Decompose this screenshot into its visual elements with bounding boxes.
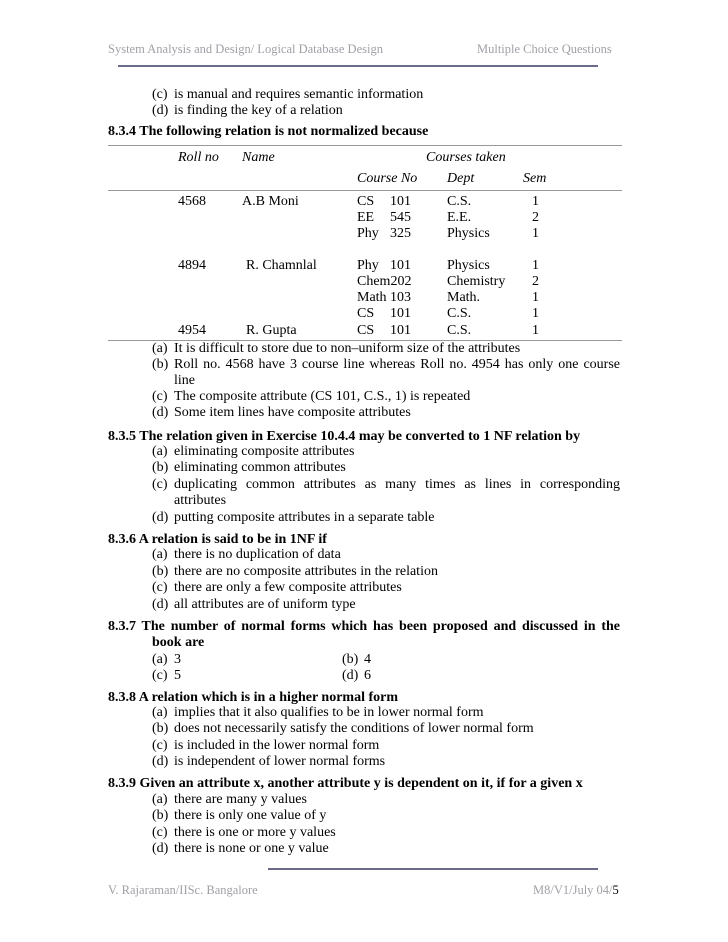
- cell-course: Chem202: [357, 274, 412, 289]
- q836-title: 8.3.6 A relation is said to be in 1NF if: [108, 532, 327, 547]
- q836-label-c: (c): [152, 580, 168, 595]
- q837-label-b: (b): [342, 652, 359, 667]
- footer-version: M8/V1/July 04/: [533, 883, 613, 897]
- cell-sem: 2: [532, 210, 539, 225]
- q836-option-c: there are only a few composite attributes: [174, 580, 402, 595]
- cell-roll: 4954: [178, 323, 206, 338]
- q835-option-c-cont: attributes: [174, 493, 227, 508]
- cell-roll: 4894: [178, 258, 206, 273]
- th-dept: Dept: [447, 171, 475, 186]
- cell-sem: 1: [532, 194, 539, 209]
- q836-label-b: (b): [152, 564, 169, 579]
- cell-dept: Physics: [447, 258, 490, 273]
- q839-option-d: there is none or one y value: [174, 841, 329, 856]
- cell-sem: 1: [532, 306, 539, 321]
- header-left: System Analysis and Design/ Logical Database Design: [108, 42, 383, 56]
- cell-dept: E.E.: [447, 210, 472, 225]
- q838-option-c: is included in the lower normal form: [174, 738, 380, 753]
- q834-option-a: It is difficult to store due to non–uniform size of the attributes: [174, 341, 521, 356]
- table-top-rule: [108, 145, 622, 146]
- q838-label-c: (c): [152, 738, 168, 753]
- prev-text-d: is finding the key of a relation: [174, 103, 343, 118]
- q839-option-a: there are many y values: [174, 792, 307, 807]
- q834-label-c: (c): [152, 389, 168, 404]
- cell-sem: 2: [532, 274, 539, 289]
- cell-course: Math 103: [357, 290, 412, 305]
- q838-title: 8.3.8 A relation which is in a higher normal form: [108, 690, 398, 705]
- cell-dept: Physics: [447, 226, 490, 241]
- q839-option-b: there is only one value of y: [174, 808, 327, 823]
- q836-label-a: (a): [152, 547, 168, 562]
- cell-course: Phy: [357, 258, 379, 273]
- q834-option-b-cont: line: [174, 373, 195, 388]
- q837-label-a: (a): [152, 652, 168, 667]
- q837-title: 8.3.7 The number of normal forms which has been proposed and discussed in the: [108, 619, 620, 634]
- cell-course: CS: [357, 323, 375, 338]
- q837-title-cont: book are: [152, 635, 205, 650]
- footer-left: V. Rajaraman/IISc. Bangalore: [108, 883, 258, 897]
- cell-course-num: 101: [390, 323, 411, 338]
- q836-option-b: there are no composite attributes in the relation: [174, 564, 438, 579]
- cell-dept: Chemistry: [447, 274, 506, 289]
- q838-label-b: (b): [152, 721, 169, 736]
- q834-option-b: Roll no. 4568 have 3 course line whereas Roll no. 4954 has only one course: [174, 357, 620, 372]
- q834-option-c: The composite attribute (CS 101, C.S., 1) is repeated: [174, 389, 471, 404]
- table-header-rule: [108, 190, 622, 191]
- th-name: Name: [242, 150, 275, 165]
- cell-course-num: 101: [390, 306, 411, 321]
- q838-label-a: (a): [152, 705, 168, 720]
- th-sem: Sem: [523, 171, 547, 186]
- q837-label-c: (c): [152, 668, 168, 683]
- q834-title: 8.3.4 The following relation is not normalized because: [108, 124, 429, 139]
- q835-label-d: (d): [152, 510, 169, 525]
- cell-dept: Math.: [447, 290, 481, 305]
- q835-option-a: eliminating composite attributes: [174, 444, 355, 459]
- q834-label-a: (a): [152, 341, 168, 356]
- q835-label-b: (b): [152, 460, 169, 475]
- q839-label-d: (d): [152, 841, 169, 856]
- q835-label-a: (a): [152, 444, 168, 459]
- q839-title: 8.3.9 Given an attribute x, another attribute y is dependent on it, if for a given x: [108, 776, 583, 791]
- q836-label-d: (d): [152, 597, 169, 612]
- q834-option-d: Some item lines have composite attributes: [174, 405, 411, 420]
- cell-sem: 1: [532, 290, 539, 305]
- q839-label-c: (c): [152, 825, 168, 840]
- cell-sem: 1: [532, 323, 539, 338]
- header-right: Multiple Choice Questions: [477, 42, 612, 56]
- cell-course: Phy: [357, 226, 379, 241]
- cell-dept: C.S.: [447, 323, 472, 338]
- th-course-no: Course No: [357, 171, 418, 186]
- prev-label-d: (d): [152, 103, 169, 118]
- q836-option-d: all attributes are of uniform type: [174, 597, 356, 612]
- cell-course-num: 101: [390, 194, 411, 209]
- cell-name: R. Chamnlal: [246, 258, 317, 273]
- cell-name: R. Gupta: [246, 323, 297, 338]
- cell-sem: 1: [532, 258, 539, 273]
- th-courses: Courses taken: [426, 150, 506, 165]
- header-rule: [118, 65, 598, 67]
- q837-option-c: 5: [174, 668, 181, 683]
- q835-label-c: (c): [152, 477, 168, 492]
- th-roll: Roll no: [178, 150, 219, 165]
- cell-course-num: 545: [390, 210, 411, 225]
- cell-course: EE: [357, 210, 375, 225]
- q839-label-a: (a): [152, 792, 168, 807]
- cell-dept: C.S.: [447, 306, 472, 321]
- q838-option-d: is independent of lower normal forms: [174, 754, 386, 769]
- page-number: 5: [612, 883, 619, 897]
- q837-option-b: 4: [364, 652, 371, 667]
- q835-title: 8.3.5 The relation given in Exercise 10.4.4 may be converted to 1 NF relation by: [108, 429, 581, 444]
- cell-course: CS: [357, 306, 375, 321]
- q839-option-c: there is one or more y values: [174, 825, 336, 840]
- cell-roll: 4568: [178, 194, 206, 209]
- cell-sem: 1: [532, 226, 539, 241]
- cell-dept: C.S.: [447, 194, 472, 209]
- q838-option-a: implies that it also qualifies to be in lower normal form: [174, 705, 484, 720]
- q836-option-a: there is no duplication of data: [174, 547, 341, 562]
- q837-option-a: 3: [174, 652, 181, 667]
- q838-option-b: does not necessarily satisfy the conditions of lower normal form: [174, 721, 534, 736]
- footer-rule: [268, 868, 598, 870]
- q834-label-d: (d): [152, 405, 169, 420]
- cell-course-num: 325: [390, 226, 411, 241]
- cell-name: A.B Moni: [242, 194, 299, 209]
- q835-option-d: putting composite attributes in a separate table: [174, 510, 435, 525]
- footer-right: [533, 883, 619, 898]
- cell-course: CS: [357, 194, 375, 209]
- prev-text-c: is manual and requires semantic information: [174, 87, 424, 102]
- q834-label-b: (b): [152, 357, 169, 372]
- cell-course-num: 101: [390, 258, 411, 273]
- q837-option-d: 6: [364, 668, 371, 683]
- q835-option-b: eliminating common attributes: [174, 460, 346, 475]
- prev-label-c: (c): [152, 87, 168, 102]
- q839-label-b: (b): [152, 808, 169, 823]
- q835-option-c: duplicating common attributes as many times as lines in corresponding: [174, 477, 620, 492]
- q837-label-d: (d): [342, 668, 359, 683]
- q838-label-d: (d): [152, 754, 169, 769]
